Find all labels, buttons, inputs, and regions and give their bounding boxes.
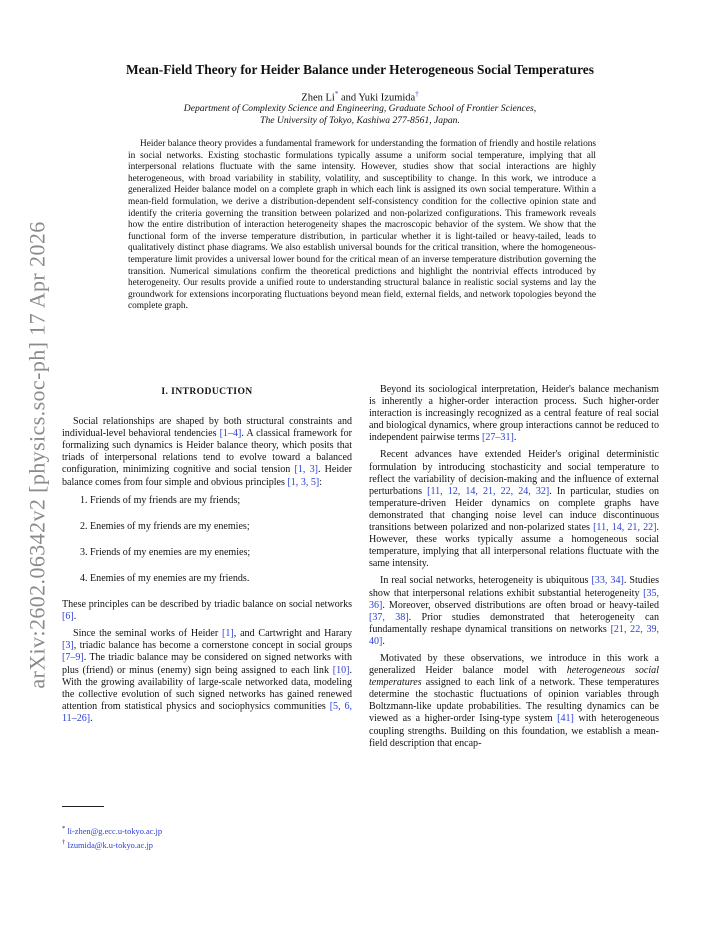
author-footnote-link[interactable]: * [334,90,339,98]
abstract: Heider balance theory provides a fundamental framework for understanding the formation of friendly and hostile relations in social networks. Existing stochastic formulations typically assume a uniform social temperature, implying that all interpersonal relations fluctuate with the same intensity. However, studies show that social interactions are highly heterogeneous, with broad variability in stability, volatility, and susceptibility to change. In this work, we introduce a generalized Heider balance model on a complete graph in which each link is assigned its own social temperature. Within a mean-field formulation, we derive a distribution-dependent self-consistency condition for the collective opinion state and identify the criteria governing the transition between polarized and non-polarized configurations. This framework reveals how the entire distribution of interaction heterogeneity shapes the macroscopic behavior of the system. We show that the functional form of the inverse temperature distribution, in particular whether it is light-tailed or heavy-tailed, leads to qualitatively distinct phase diagrams. We also establish universal bounds for the critical transition, where the homogeneous-temperature limit provides a universal lower bound for the critical mean of an inverse temperature distribution governing the transition. Numerical simulations confirm the theoretical predictions and highlight the nontrivial effects introduced by heterogeneity. Our results provide a unified route to understanding structural balance in realistic social systems and lay the groundwork for extensions incorporating fluctuations beyond mean field, external fields, and network topologies beyond the complete graph. [128,139,596,312]
list-item: 2. Enemies of my friends are my enemies; [80,520,250,532]
email-link[interactable]: li-zhen@g.ecc.u-tokyo.ac.jp [67,826,163,836]
citation-link[interactable]: [27–31] [482,432,514,444]
citation-link[interactable]: [37, 38] [369,611,409,623]
list-item: 3. Friends of my enemies are my enemies; [80,546,251,558]
arxiv-identifier-stamp [8,220,68,690]
citation-link[interactable]: [1, 3, 5] [287,476,320,488]
author-name: Zhen Li [301,92,335,104]
citation-link[interactable]: [7–9] [62,652,84,664]
citation-link[interactable]: [11, 14, 21, 22] [593,522,657,534]
citation-link[interactable]: [1] [222,628,234,640]
list-item: 1. Friends of my friends are my friends; [80,494,241,506]
paragraph: Recent advances have extended Heider's original deterministic formulation by introducing stochasticity and social temperature to reflect the variability of decision-making and the influence of external perturbations [11, 12, 14, 21, 22, 24, 32]. In particular, studies on temperature-driven Heider dynamics on complete graphs have demonstrated that changing noise level can induce discontinuous transitions between polarized and non-polarized states [11, 14, 21, 22]. However, these works typically assume a homogeneous social temperature, implying that all interpersonal relations fluctuate with the same intensity. [369,449,660,570]
author-footnote-link[interactable]: † [415,90,419,98]
author-line [70,90,650,104]
citation-link[interactable]: [21, 22, 39, 40] [369,623,660,647]
citation-link[interactable]: [33, 34] [591,575,624,587]
paper-title: Mean-Field Theory for Heider Balance under Heterogeneous Social Temperatures [126,62,594,77]
email-link[interactable]: Izumida@k.u-tokyo.ac.jp [67,840,153,850]
paragraph: These principles can be described by triadic balance on social networks [6]. [62,599,352,623]
citation-link[interactable]: [6] [62,611,74,623]
author-name: Yuki Izumida [358,92,416,104]
footnotes [62,823,162,851]
emphasis: heterogeneous social temperatures [369,665,659,689]
paragraph: Since the seminal works of Heider [1], and Cartwright and Harary [3], triadic balance has become a cornerstone concept in social groups [7–9]. The triadic balance may be considered on signed networks with plus (friend) or minus (enemy) sign being assigned to each link [10]. With the growing availability of large-scale networked data, modeling the collective evolution of such signed networks has gained renewed attention from statistical physics and sociophysics communities [5, 6, 11–26]. [62,628,352,724]
affiliation-line: The University of Tokyo, Kashiwa 277-8561, Japan. [260,115,460,126]
citation-link[interactable]: [5, 6, 11–26] [62,700,352,724]
paragraph: In real social networks, heterogeneity is ubiquitous [33, 34]. Studies show that interpersonal relations exhibit substantial heterogeneity [35, 36]. Moreover, observed distributions are often broad or heavy-tailed [37, 38]. Prior studies demonstrated that heterogeneity can fundamentally reshape dynamical transitions on networks [21, 22, 39, 40]. [369,575,660,647]
affiliation [70,103,650,127]
section-heading: I. INTRODUCTION [161,386,253,397]
affiliation-line: Department of Complexity Science and Engineering, Graduate School of Frontier Sciences, [183,103,537,114]
citation-link[interactable]: [35, 36] [369,587,659,611]
citation-link[interactable]: [1–4] [219,428,242,440]
citation-link[interactable]: [10] [332,664,350,676]
citation-link[interactable]: [11, 12, 14, 21, 22, 24, 32] [427,485,550,497]
author-conjunction: and [338,92,359,104]
left-column [62,384,352,730]
list-item: 4. Enemies of my enemies are my friends. [80,572,250,584]
paragraph: Beyond its sociological interpretation, Heider's balance mechanism is inherently a higher-order interaction process. Such higher-order interaction is increasingly recognized as a central feature of real social and biological dynamics, where group interactions cannot be reduced to independent pairwise terms [27–31]. [369,384,659,444]
footnote: * li-zhen@g.ecc.u-tokyo.ac.jp [62,825,163,836]
citation-link[interactable]: [41] [557,713,574,725]
right-column [369,384,659,755]
footnote-divider [62,806,104,807]
footnote: † Izumida@k.u-tokyo.ac.jp [62,838,153,850]
citation-link[interactable]: [3] [62,640,74,652]
citation-link[interactable]: [1, 3] [294,464,318,476]
principles-list [62,495,352,585]
paragraph: Motivated by these observations, we introduce in this work a generalized Heider balance model with heterogeneous social temperatures assigned to each link of a network. These temperatures determine the stochastic fluctuations of opinion variables through Boltzmann-like update probabilities. The resulting dynamics can be viewed as a higher-order Ising-type system [41] with heterogeneous coupling strengths. Building on this foundation, we establish a mean-field description that encap- [369,652,659,749]
arxiv-identifier-text: arXiv:2602.06342v2 [physics.soc-ph] 17 Apr 2026 [25,221,50,689]
paragraph: Social relationships are shaped by both structural constraints and individual-level behavioral tendencies [1–4]. A classical framework for formalizing such dynamics is Heider balance theory, which posits that triads of interpersonal relations tend to evolve toward a balanced configuration, minimizing cognitive and social tension [1, 3]. Heider balance comes from four simple and obvious principles [1, 3, 5]: [62,416,352,488]
